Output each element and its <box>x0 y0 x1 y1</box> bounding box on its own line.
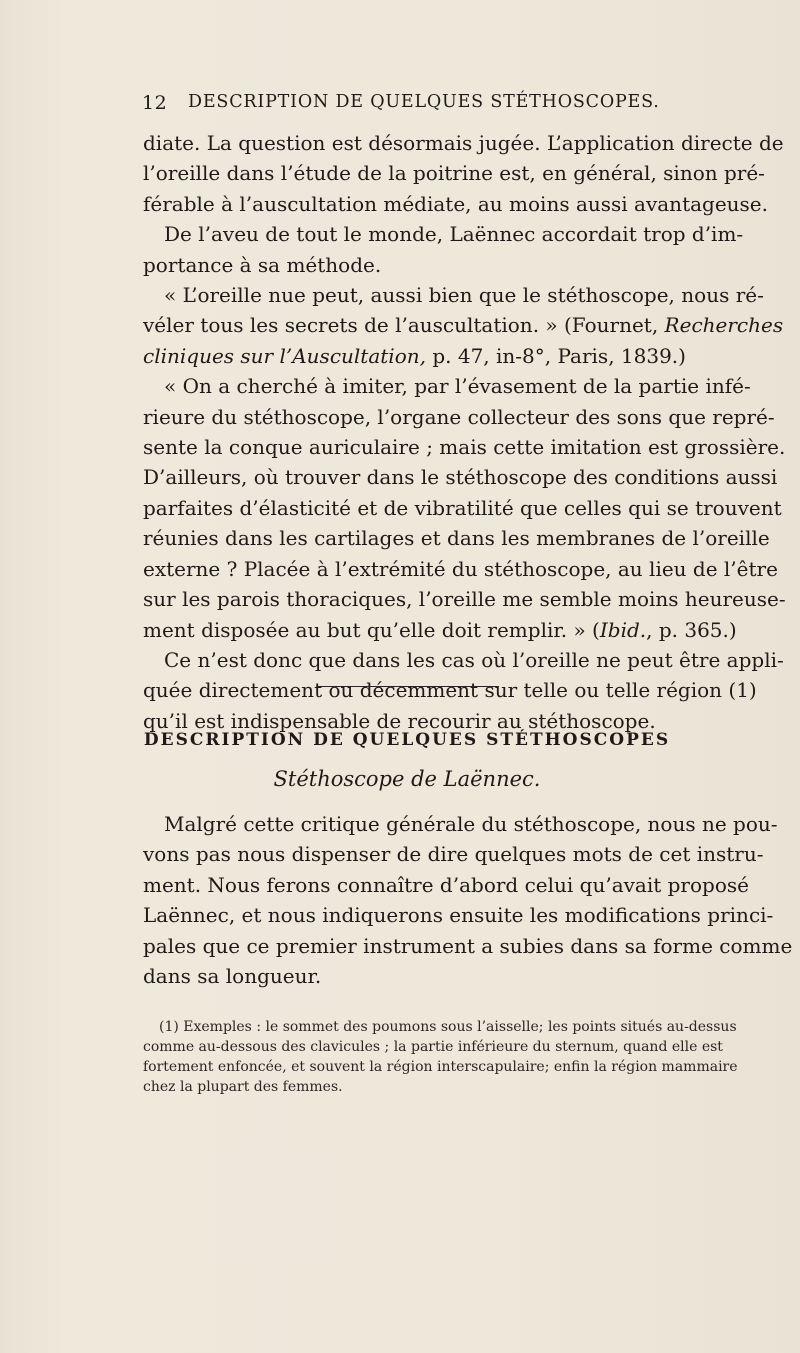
text-line: rieure du stéthoscope, l’organe collecteur des sons que repré- <box>143 404 775 429</box>
text-line: quée directement ou décemment sur telle ou telle région (1) <box>143 678 757 703</box>
citation-title: Recherches <box>664 313 784 338</box>
citation-ibid: Ibid. <box>599 617 647 642</box>
text-fragment: p. 47, in-8°, Paris, 1839.) <box>432 343 686 368</box>
text-line: sur les parois thoraciques, l’oreille me semble moins heureuse- <box>143 587 786 612</box>
text-line: « On a cherché à imiter, par l’évasement de la partie infé- <box>164 374 751 399</box>
text-line: externe ? Placée à l’extrémité du stéthoscope, au lieu de l’être <box>143 556 778 581</box>
text-line: parfaites d’élasticité et de vibratilité que celles qui se trouvent <box>143 495 782 520</box>
text-line: diate. La question est désormais jugée. L’application directe de <box>143 131 784 155</box>
text-line <box>143 310 784 340</box>
section-divider <box>318 686 499 687</box>
text-line: Laënnec, et nous indiquerons ensuite les modifications princi- <box>143 903 774 928</box>
running-head: DESCRIPTION DE QUELQUES STÉTHOSCOPES. <box>188 92 660 112</box>
page-header <box>142 92 670 120</box>
text-line: dans sa longueur. <box>143 964 322 989</box>
text-line: sente la conque auriculaire ; mais cette imitation est grossière. <box>143 435 786 460</box>
text-line: Ce n’est donc que dans les cas où l’oreille ne peut être appli- <box>164 647 784 672</box>
text-line: ment. Nous ferons connaître d’abord celui qu’avait proposé <box>143 872 749 897</box>
text-line <box>143 341 686 371</box>
footnote <box>143 1017 738 1097</box>
footnote-line: fortement enfoncée, et souvent la région interscapulaire; enfin la région mammaire <box>143 1059 738 1075</box>
text-line: férable à l’auscultation médiate, au moins aussi avantageuse. <box>143 191 768 216</box>
text-fragment: ment disposée au but qu’elle doit remplir. » ( <box>143 617 600 642</box>
section-heading: DESCRIPTION DE QUELQUES STÉTHOSCOPES <box>143 730 671 750</box>
text-line: vons pas nous dispenser de dire quelques mots de cet instru- <box>143 842 764 867</box>
section-subheading: Stéthoscope de Laënnec. <box>273 767 541 791</box>
page-number: 12 <box>142 92 168 114</box>
text-line <box>143 615 737 645</box>
footnote-line: chez la plupart des femmes. <box>143 1079 343 1095</box>
text-fragment: , p. 365.) <box>646 617 737 642</box>
text-line: D’ailleurs, où trouver dans le stéthoscope des conditions aussi <box>143 465 778 490</box>
text-fragment: véler tous les secrets de l’auscultation. » (Fournet, <box>143 313 659 338</box>
text-line: pales que ce premier instrument a subies dans sa forme comme <box>143 933 793 958</box>
section-text <box>143 809 793 991</box>
citation-title: cliniques sur l’Auscultation, <box>143 343 426 368</box>
text-line: De l’aveu de tout le monde, Laënnec accordait trop d’im- <box>164 222 744 247</box>
text-line: portance à sa méthode. <box>143 252 382 277</box>
footnote-line: (1) Exemples : le sommet des poumons sous l’aisselle; les points situés au-dessus <box>159 1019 737 1035</box>
text-line: l’oreille dans l’étude de la poitrine est, en général, sinon pré- <box>143 161 765 186</box>
text-line: « L’oreille nue peut, aussi bien que le stéthoscope, nous ré- <box>164 283 764 308</box>
text-line: Malgré cette critique générale du stéthoscope, nous ne pou- <box>164 812 778 836</box>
text-line: réunies dans les cartilages et dans les membranes de l’oreille <box>143 526 770 551</box>
main-text <box>143 128 786 736</box>
footnote-line: comme au-dessous des clavicules ; la partie inférieure du sternum, quand elle est <box>143 1039 723 1055</box>
text-line: qu’il est indispensable de recourir au stéthoscope. <box>143 708 656 733</box>
